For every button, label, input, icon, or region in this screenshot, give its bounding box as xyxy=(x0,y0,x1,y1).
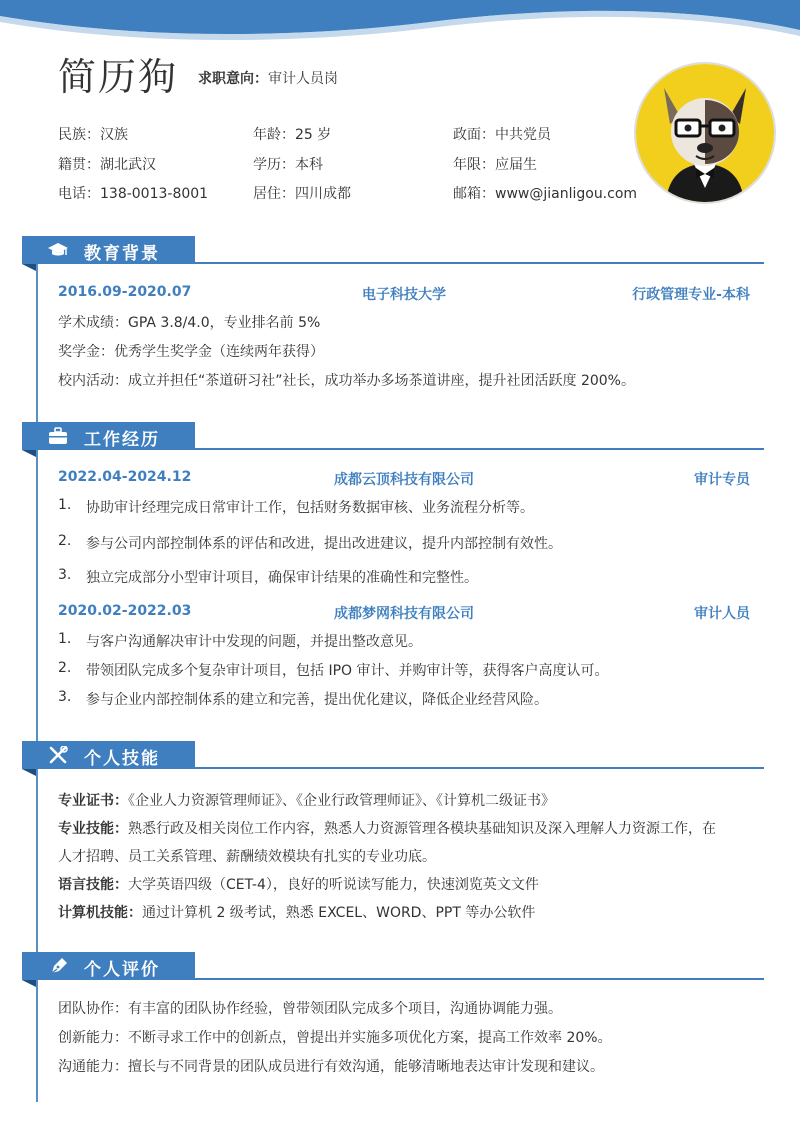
job-intent-value: 审计人员岗 xyxy=(268,71,338,87)
work-period: 2022.04-2024.12 xyxy=(58,469,192,485)
education-heading-row xyxy=(58,284,750,304)
section-evaluation-title: 个人评价 xyxy=(84,960,160,980)
job-intent-label: 求职意向： xyxy=(198,71,268,87)
section-education-header xyxy=(22,236,764,270)
education-school: 电子科技大学 xyxy=(362,287,446,303)
education-line: 奖学金：优秀学生奖学金（连续两年获得） xyxy=(58,344,324,360)
info-years: 年限：应届生 xyxy=(453,157,537,173)
evaluation-line: 沟通能力：擅长与不同背景的团队成员进行有效沟通，能够清晰地表达审计发现和建议。 xyxy=(58,1059,604,1075)
evaluation-line: 团队协作：有丰富的团队协作经验，曾带领团队完成多个项目，沟通协调能力强。 xyxy=(58,1001,562,1017)
skill-pro: 专业技能：熟悉行政及相关岗位工作内容，熟悉人力资源管理各模块基础知识及深入理解人力资源工作，在 xyxy=(58,821,716,837)
info-education: 学历：本科 xyxy=(253,157,323,173)
education-line: 校内活动：成立并担任“茶道研习社”社长，成功举办多场茶道讲座，提升社团活跃度 200%。 xyxy=(58,373,635,389)
work-company: 成都云顶科技有限公司 xyxy=(334,472,474,488)
section-evaluation-header xyxy=(22,952,764,986)
info-political: 政面：中共党员 xyxy=(453,127,551,143)
work-role: 审计专员 xyxy=(694,472,750,488)
work-period: 2020.02-2022.03 xyxy=(58,603,192,619)
info-phone: 电话：138-0013-8001 xyxy=(58,186,209,202)
section-skills-title: 个人技能 xyxy=(84,749,160,769)
education-line: 学术成绩：GPA 3.8/4.0，专业排名前 5% xyxy=(58,315,321,331)
resume-name: 简历狗 xyxy=(58,55,179,99)
info-hometown: 籍贯：湖北武汉 xyxy=(58,157,156,173)
work-role: 审计人员 xyxy=(694,606,750,622)
section-education-title: 教育背景 xyxy=(84,244,160,264)
tools-icon xyxy=(48,746,68,764)
section-skills-header xyxy=(22,741,764,775)
skill-pro-cont: 人才招聘、员工关系管理、薪酬绩效模块有扎实的专业功底。 xyxy=(58,849,436,865)
info-email: 邮箱：www@jianligou.com xyxy=(453,186,638,202)
graduation-cap-icon xyxy=(48,241,68,259)
skill-lang: 语言技能：大学英语四级（CET-4），良好的听说读写能力，快速浏览英文文件 xyxy=(58,877,539,893)
info-ethnicity: 民族：汉族 xyxy=(58,127,128,143)
pen-icon xyxy=(48,957,68,975)
info-age: 年龄：25 岁 xyxy=(253,127,332,143)
skill-cert: 专业证书：《企业人力资源管理师证》、《企业行政管理师证》、《计算机二级证书》 xyxy=(58,793,555,809)
work-heading-row xyxy=(58,469,750,489)
info-residence: 居住：四川成都 xyxy=(253,186,351,202)
evaluation-line: 创新能力：不断寻求工作中的创新点，曾提出并实施多项优化方案，提高工作效率 20%。 xyxy=(58,1030,612,1046)
education-period: 2016.09-2020.07 xyxy=(58,284,192,300)
avatar xyxy=(634,62,776,204)
header-wave xyxy=(0,0,800,44)
briefcase-icon xyxy=(48,427,68,445)
section-work-title: 工作经历 xyxy=(84,430,160,450)
skill-pc: 计算机技能：通过计算机 2 级考试，熟悉 EXCEL、WORD、PPT 等办公软件 xyxy=(58,905,536,921)
section-work-header xyxy=(22,422,764,456)
education-major: 行政管理专业-本科 xyxy=(632,287,750,303)
work-heading-row xyxy=(58,603,750,623)
work-company: 成都梦网科技有限公司 xyxy=(334,606,474,622)
job-intent xyxy=(198,68,338,88)
